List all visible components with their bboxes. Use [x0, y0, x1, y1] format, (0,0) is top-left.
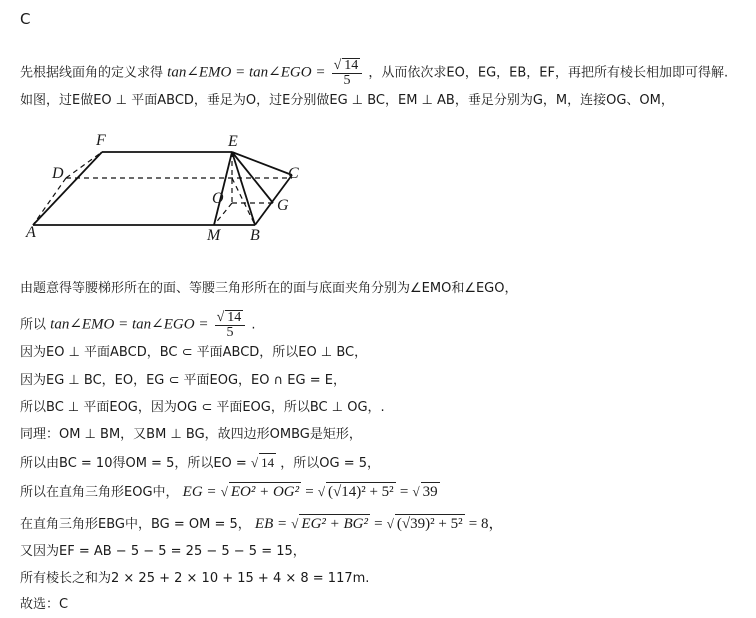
step-tan	[20, 310, 256, 340]
eb-tail: = 8，	[468, 516, 504, 532]
construction-line: 如图，过E做EO ⊥ 平面ABCD，垂足为O，过E分别做EG ⊥ BC，EM ⊥ AB，垂足分别为G，M，连接OG、OM，	[20, 93, 674, 108]
step-om: 所以由BC = 10得OM = 5，所以EO = √ 14 ，所以OG = 5，	[20, 455, 380, 471]
step-eg: 所以在直角三角形EOG中， EG = √ EO² + OG² = √ (√14)² + 5² = √ 39	[20, 484, 438, 500]
so-frac-den: 5	[226, 325, 234, 340]
so-tail: .	[251, 317, 256, 333]
step-eb: 在直角三角形EBG中，BG = OM = 5， EB = √ EG² + BG² = √ (√39)² + 5² = 8，	[20, 516, 504, 532]
eb-root: EG² + BG²	[301, 516, 369, 532]
so-fraction: $\frac{√ 14}{5}$	[215, 310, 246, 340]
eb-eq: =	[374, 516, 383, 532]
intro-frac-den: 5	[343, 73, 351, 88]
om-tail: ，所以OG = 5，	[280, 456, 380, 471]
intro-lead: 先根据线面角的定义求得	[20, 65, 164, 81]
step-total: 所有棱长之和为2 × 25 + 2 × 10 + 15 + 4 × 8 = 117m.	[20, 571, 370, 586]
so-lead: 所以	[20, 317, 47, 333]
om-lead: 所以由BC = 10得OM = 5，所以EO =	[20, 456, 247, 471]
eb-lead: 在直角三角形EBG中，BG = OM = 5，	[20, 517, 251, 532]
step-answer: 故选：C	[20, 597, 69, 612]
eg-root: EO² + OG²	[230, 484, 300, 500]
so-formula: tan∠EMO = tan∠EGO =	[50, 316, 209, 333]
step-angles: 由题意得等腰梯形所在的面、等腰三角形所在的面与底面夹角分别为∠EMO和∠EGO，	[20, 281, 518, 296]
label-F: F	[96, 132, 106, 149]
intro-frac-num: 14	[344, 58, 359, 73]
eb-formula: EB =	[254, 516, 288, 532]
label-C: C	[288, 165, 299, 182]
label-B: B	[250, 227, 260, 244]
om-root: 14	[261, 455, 275, 470]
eg-eq2: =	[399, 484, 409, 500]
step-rectangle: 同理：OM ⊥ BM，又BM ⊥ BG，故四边形OMBG是矩形，	[20, 427, 362, 442]
intro-formula: tan∠EMO = tan∠EGO =	[167, 64, 326, 81]
label-M: M	[207, 227, 221, 244]
so-frac-num: 14	[227, 310, 242, 325]
step-bc-plane: 所以BC ⊥ 平面EOG，因为OG ⊂ 平面EOG，所以BC ⊥ OG，.	[20, 400, 385, 415]
step-ef: 又因为EF = AB − 5 − 5 = 25 − 5 − 5 = 15，	[20, 544, 306, 559]
label-D: D	[52, 165, 64, 182]
intro-fraction: $\frac{√ 14}{5}$	[332, 58, 363, 88]
eg-root3: 39	[422, 484, 438, 500]
eb-root2: (√39)² + 5²	[396, 516, 463, 532]
answer-letter: C	[20, 10, 31, 28]
label-A: A	[26, 224, 36, 241]
label-E: E	[228, 133, 238, 150]
eg-formula: EG =	[182, 484, 217, 500]
intro-tail: ，从而依次求EO，EG，EB，EF，再把所有棱长相加即可得解.	[368, 65, 729, 81]
eg-lead: 所以在直角三角形EOG中，	[20, 485, 179, 500]
label-O: O	[212, 190, 224, 207]
eg-root2: (√14)² + 5²	[328, 484, 394, 500]
step-eg-bc: 因为EG ⊥ BC，EO，EG ⊂ 平面EOG，EO ∩ EG = E，	[20, 373, 346, 388]
label-G: G	[277, 197, 289, 214]
eg-eq: =	[305, 484, 314, 500]
step-eo-bc: 因为EO ⊥ 平面ABCD，BC ⊂ 平面ABCD，所以EO ⊥ BC，	[20, 345, 368, 360]
